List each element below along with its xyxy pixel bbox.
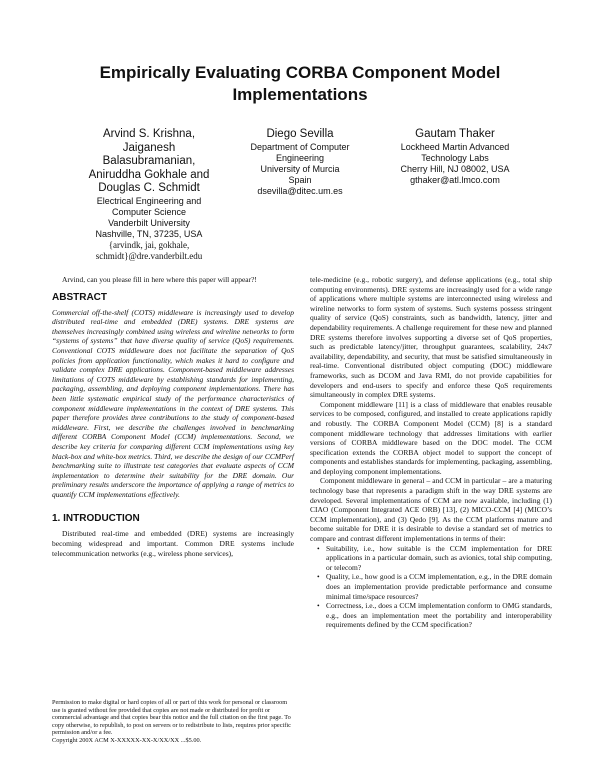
intro-paragraph: Distributed real-time and embedded (DRE) systems are increasingly becoming widespread and important. Common DRE systems include telecommunication networks (e.g., wireless phone services), <box>52 529 294 558</box>
copyright-line: Copyright 200X ACM X-XXXXX-XX-X/XX/XX ...$5.00. <box>52 736 202 744</box>
author-name: Aniruddha Gokhale and <box>88 168 210 181</box>
body-paragraph: tele-medicine (e.g., robotic surgery), and defense applications (e.g., total ship computing environments). DRE systems are increasingly used for a wide range of applications where multiple systems are interconnected using wireless and wireline networks to form system of systems. Such systems possess stringent quality of service (QoS) constraints, such as bandwidth, latency, jitter and dependability requirements. A challenge requirement for these new and planned DRE systems therefore involves supporting a diverse set of QoS properties, such as predictable latency/jitter, throughput guarantees, scalability, 24x7 availability, dependability, and security, that must be satisfied simultaneously in real-time. Conventional distributed object computing (DOC) middleware frameworks, such as DCOM and Java RMI, do not provide capabilities for developers and end-users to specify and enforce these QoS requirements simultaneously in complex DRE systems. <box>310 275 552 400</box>
author-name: Douglas C. Schmidt <box>98 182 200 194</box>
author-email: dsevilla@ditec.um.es <box>257 185 343 196</box>
author-block-lockheed <box>380 128 530 186</box>
bullet-icon: • <box>317 601 320 611</box>
paper-title: Empirically Evaluating CORBA Component Model Implementations <box>99 63 501 104</box>
affiliation-line: University of Murcia <box>260 163 340 174</box>
placeholder-note: Arvind, can you please fill in here where this paper will appear?! <box>62 275 257 284</box>
permission-notice <box>52 699 294 744</box>
abstract-text: Commercial off-the-shelf (COTS) middleware is increasingly used to develop distributed real-time and embedded (DRE) systems. DRE systems are themselves increasingly combined using wireless and wireline networks to form “systems of systems” that have diverse quality of service (QoS) requirements. Conventional COTS middleware does not facilitate the separation of QoS policies from application functionality, which makes it hard to configure and validate complex DRE applications. Component-based middleware addresses limitations of COTS middleware by establishing standards for implementing, packaging, assembling, and deploying component implementations. There has been little systematic empirical study of the performance characteristics of component middleware implementations in the context of DRE systems. This paper therefore provides three contributions to the study of component-based middleware. First, we describe the challenges involved in benchmarking different CORBA Component Model (CCM) implementations. Second, we describe key criteria for comparing different CCM implementations using key black-box and white-box metrics. Third, we describe the design of our CCMPerf benchmarking suite to illustrate test categories that evaluate aspects of CCM implementation to determine their suitability for the DRE domain. Our preliminary results underscore the importance of applying a range of metrics to quantify CCM implementations effectively. <box>52 307 294 499</box>
affiliation-line: Technology Labs <box>421 152 489 163</box>
author-name: Balasubramanian, <box>102 155 196 167</box>
author-email: gthaker@atl.lmco.com <box>410 174 500 185</box>
author-block-vanderbilt <box>82 128 216 262</box>
author-name: Jaiganesh <box>122 141 176 154</box>
author-name: Arvind S. Krishna, <box>102 128 196 140</box>
criteria-item: • Suitability, i.e., how suitable is the CCM implementation for DRE applications in a particular domain, such as avionics, total ship computing, or telecom? <box>317 543 552 572</box>
author-email: {arvindk, jai, gokhale, <box>108 239 190 250</box>
affiliation-line: Lockheed Martin Advanced <box>400 141 510 152</box>
affiliation-line: Department of Computer <box>250 141 350 152</box>
author-email: schmidt}@dre.vanderbilt.edu <box>95 250 203 261</box>
affiliation-line: Spain <box>288 174 312 185</box>
affiliation-line: Engineering <box>275 152 325 163</box>
criteria-list <box>310 544 552 630</box>
introduction-heading: 1. INTRODUCTION <box>52 513 140 525</box>
affiliation-line: Computer Science <box>111 206 187 217</box>
right-column <box>310 275 552 630</box>
bullet-icon: • <box>317 543 320 553</box>
abstract-heading: ABSTRACT <box>52 291 107 303</box>
author-name: Gautam Thaker <box>415 128 495 140</box>
criteria-item: • Correctness, i.e., does a CCM implementation conform to OMG standards, e.g., does an implementation meet the portability and interoperability requirements defined by the CCM specification? <box>317 601 552 630</box>
left-column <box>52 275 294 558</box>
affiliation-line: Vanderbilt University <box>108 217 190 228</box>
criteria-item: • Quality, i.e., how good is a CCM implementation, e.g., in the DRE domain does an implementation provide predictable performance and consume minimal time/space resources? <box>317 572 552 601</box>
author-block-murcia <box>238 128 362 197</box>
affiliation-line: Electrical Engineering and <box>96 195 202 206</box>
author-name: Diego Sevilla <box>266 128 334 140</box>
affiliation-line: Nashville, TN, 37235, USA <box>95 228 203 239</box>
affiliation-line: Cherry Hill, NJ 08002, USA <box>400 163 510 174</box>
permission-text: Permission to make digital or hard copies of all or part of this work for personal or classroom use is granted without fee provided that copies are not made or distributed for profit or commercial advantage and that copies bear this notice and the full citation on the first page. To copy otherwise, to republish, to post on servers or to redistribute to lists, requires prior specific permission and/or a fee. <box>52 699 291 736</box>
body-paragraph: Component middleware in general – and CCM in particular – are a maturing technology base that represents a paradigm shift in the way DRE systems are developed. Several implementations of CCM are now available, including (1) CIAO (Component Integrated ACE ORB) [13], (2) MICO-CCM [4] (MICO’s CCM implementation), and (3) Qedo [9]. As the CCM platforms mature and become suitable for DRE it is desirable to devise a standard set of metrics to compare and contrast different implementations in terms of their: <box>310 476 552 544</box>
bullet-icon: • <box>317 572 320 582</box>
body-paragraph: Component middleware [11] is a class of middleware that enables reusable services to be composed, configured, and installed to create applications rapidly and robustly. The CORBA Component Model (CCM) [8] is a standard component middleware technology that addresses limitations with earlier versions of CORBA middleware based on the DOC model. The CCM specification extends the CORBA object model to support the concept of components and establishes standards for implementing, packaging, assembling, and deploying component implementations. <box>310 399 552 476</box>
